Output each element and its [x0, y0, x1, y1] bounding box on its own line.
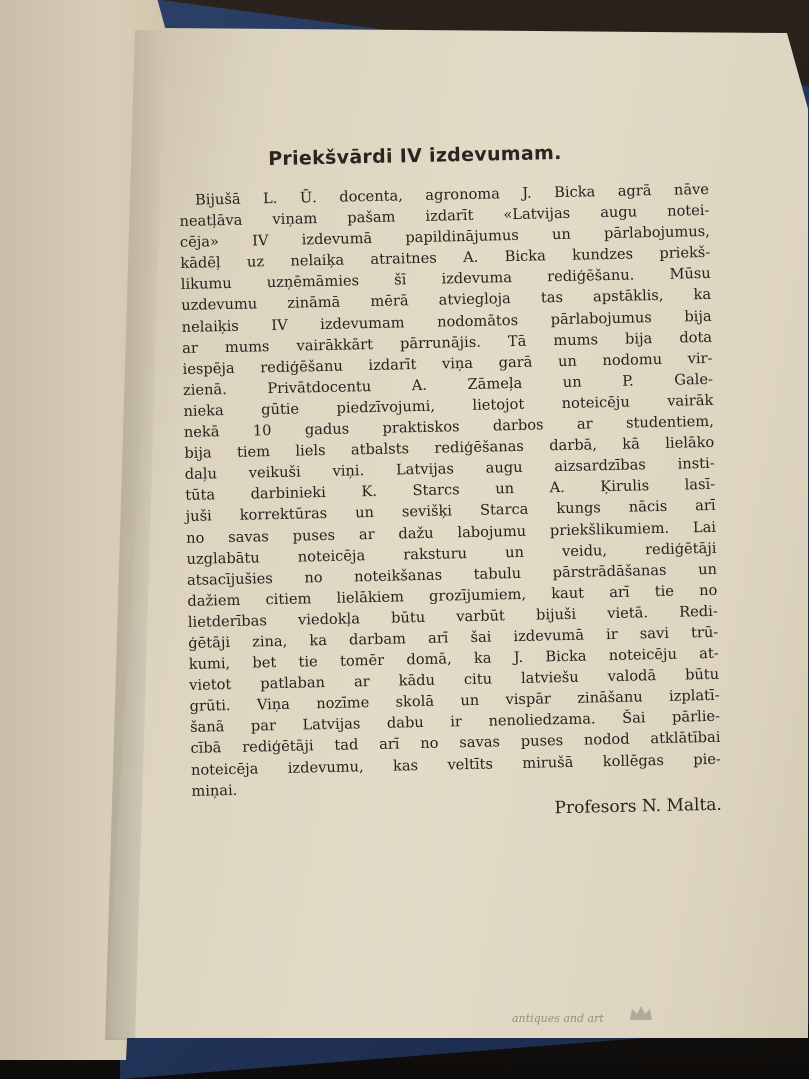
text-line: ar mums vairākkārt pārrunājis. Tā mums bija dota: [181, 328, 713, 357]
text-line: noteicēja izdevumu, kas veltīts mirušā kollēgas pie-: [190, 750, 722, 779]
signature: Profesors N. Malta.: [554, 794, 723, 818]
text-line: no savas puses ar dažu labojumu priekšlikumiem. Lai: [185, 518, 717, 547]
text-line: atsacījušies no noteikšanas tabulu pārstrādāšanas un: [186, 560, 718, 589]
crown-icon: [628, 1004, 654, 1022]
watermark-text: antiques and art: [512, 1012, 604, 1025]
text-line: kādēļ uz nelaiķa atraitnes A. Bicka kundzes priekš-: [180, 244, 711, 273]
text-line: Bijušā L. Ū. docenta, agronoma J. Bicka agrā nāve: [194, 180, 710, 209]
text-line: grūti. Viņa nozīme skolā un vispār zināšanu izplatī-: [189, 687, 720, 716]
text-line: nekā 10 gadus praktiskos darbos ar studentiem,: [183, 412, 714, 441]
page-text-block: [178, 139, 722, 826]
text-line: miņai.: [191, 781, 238, 800]
text-line: cībā rediģētāji tad arī no savas puses nodod atklātībai: [190, 729, 721, 758]
preface-paragraph: [179, 179, 722, 802]
text-line: juši korrektūras un sevišķi Starca kungs nācis arī: [185, 497, 716, 526]
text-line: daļu veikuši viņi. Latvijas augu aizsardzības insti-: [184, 455, 715, 484]
text-line: ģētāji zina, ka darbam arī šai izdevumā ir savi trū-: [188, 623, 719, 652]
text-line: nelaiķis IV izdevumam nodomātos pārlabojumus bija: [181, 307, 712, 336]
page-title: Priekšvārdi IV izdevumam.: [267, 141, 562, 171]
text-line: uzglabātu noteicēja raksturu un veidu, rediģētāji: [186, 539, 717, 568]
text-line: iespēja rediģēšanu izdarīt viņa garā un nodomu vir-: [182, 349, 713, 378]
text-line: uzdevumu zināmā mērā atviegloja tas apstāklis, ka: [181, 286, 712, 315]
text-line: cēja» IV izdevumā papildinājumus un pārlabojumus,: [179, 223, 711, 252]
text-line: šanā par Latvijas dabu ir nenoliedzama. Šai pārlie-: [189, 708, 721, 737]
text-line: nieka gūtie piedzīvojumi, lietojot noteicēju vairāk: [183, 391, 714, 420]
text-line: neatļāva viņam pašam izdarīt «Latvijas augu notei-: [179, 201, 710, 231]
text-line: dažiem citiem lielākiem grozījumiem, kaut arī tie no: [187, 581, 718, 610]
text-line: zienā. Privātdocentu A. Zāmeļa un P. Gale-: [182, 370, 714, 399]
text-line: bija tiem liels atbalsts rediģēšanas darbā, kā lielāko: [184, 433, 715, 463]
text-line: likumu uzņēmāmies šī izdevuma rediģēšanu. Mūsu: [180, 265, 711, 294]
text-line: kumi, bet tie tomēr domā, ka J. Bicka noteicēju at-: [188, 644, 719, 673]
text-line: vietot patlaban ar kādu citu latviešu valodā būtu: [189, 665, 720, 695]
text-line: lietderības viedokļa būtu varbūt bijuši vietā. Redi-: [187, 602, 718, 631]
text-line: tūta darbinieki K. Starcs un A. Ķirulis lasī-: [185, 476, 716, 505]
